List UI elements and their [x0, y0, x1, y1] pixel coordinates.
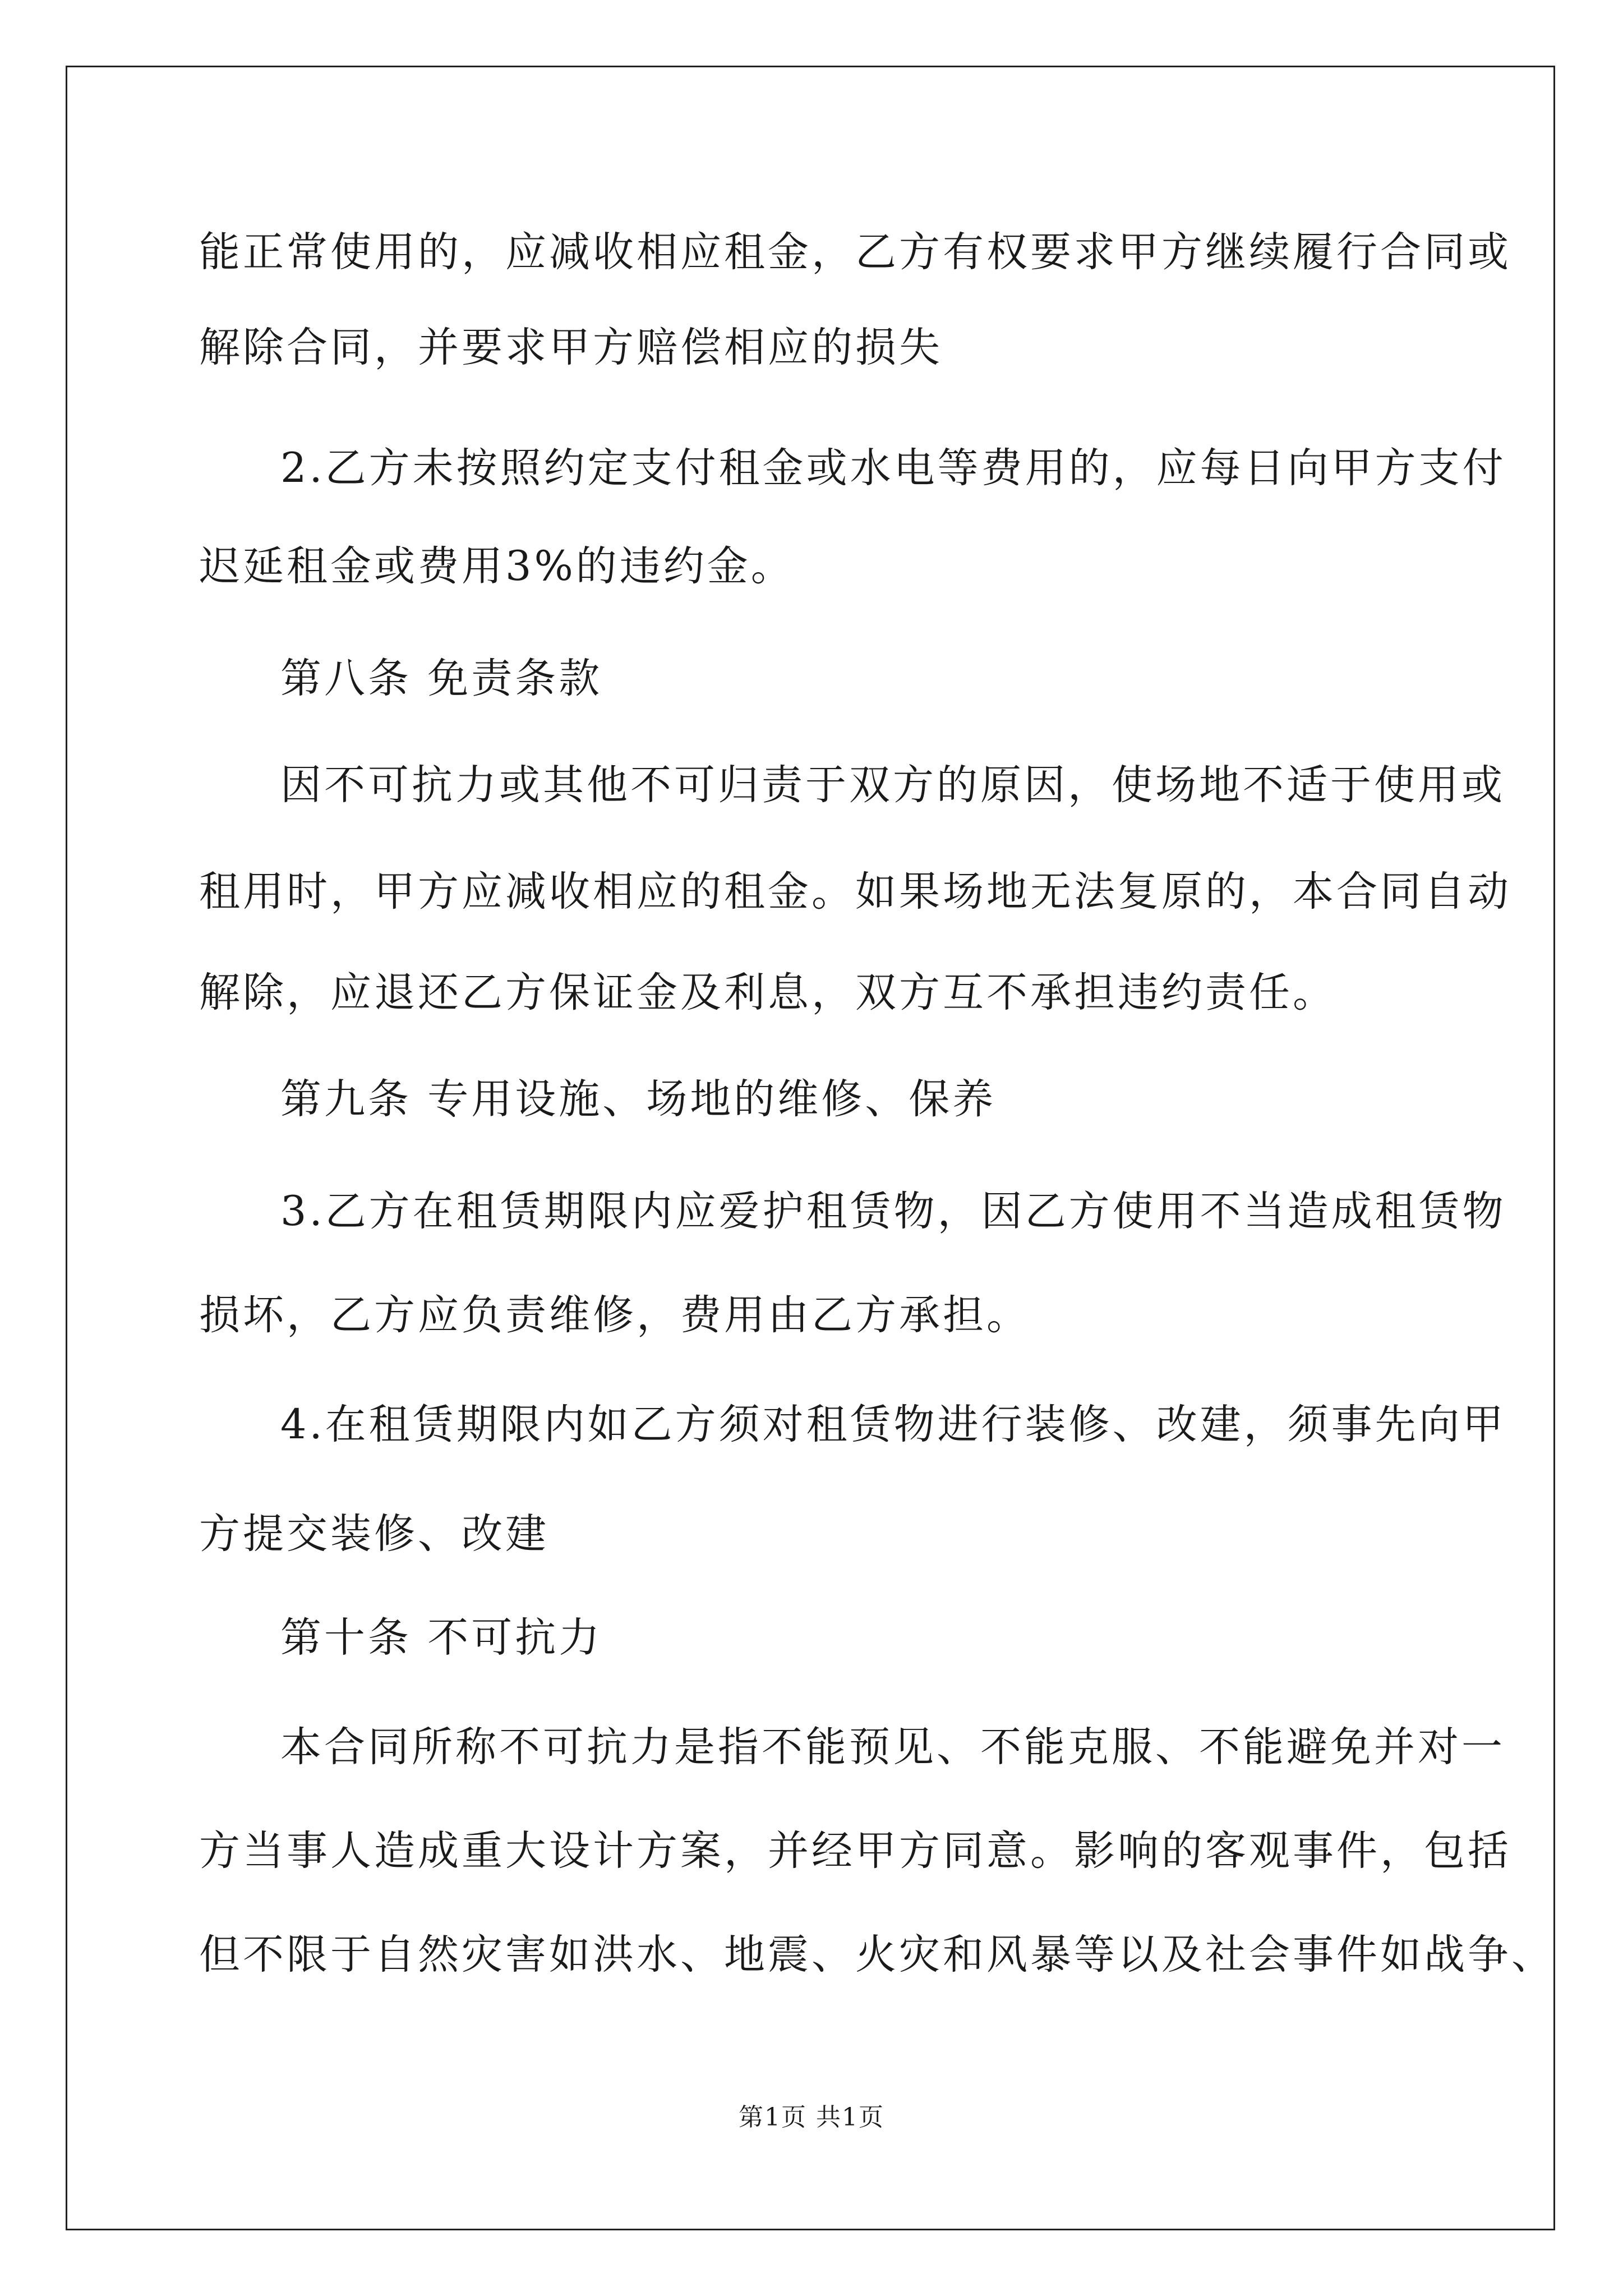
text-line: 损坏，乙方应负责维修，费用由乙方承担。	[199, 1291, 1030, 1339]
text-line: 迟延租金或费用3%的违约金。	[199, 542, 795, 590]
text-line: 租用时，甲方应减收相应的租金。如果场地无法复原的，本合同自动	[199, 868, 1511, 915]
page-border	[66, 66, 1555, 2230]
text-line: 方提交装修、改建	[199, 1510, 549, 1558]
page-number-footer: 第1页 共1页	[739, 2103, 884, 2132]
text-line: 能正常使用的，应减收相应租金，乙方有权要求甲方继续履行合同或	[199, 228, 1511, 276]
section-heading: 第十条 不可抗力	[280, 1614, 603, 1662]
section-heading: 第九条 专用设施、场地的维修、保养	[280, 1075, 997, 1123]
text-line: 方当事人造成重大设计方案，并经甲方同意。影响的客观事件，包括	[199, 1827, 1511, 1875]
text-line: 解除合同，并要求甲方赔偿相应的损失	[199, 324, 943, 371]
text-line: 本合同所称不可抗力是指不能预见、不能克服、不能避免并对一	[280, 1723, 1505, 1771]
text-line: 2.乙方未按照约定支付租金或水电等费用的，应每日向甲方支付	[280, 444, 1506, 492]
text-line: 但不限于自然灾害如洪水、地震、火灾和风暴等以及社会事件如战争、	[199, 1931, 1555, 1978]
text-line: 4.在租赁期限内如乙方须对租赁物进行装修、改建，须事先向甲	[280, 1401, 1506, 1448]
text-line: 3.乙方在租赁期限内应爱护租赁物，因乙方使用不当造成租赁物	[280, 1188, 1506, 1235]
section-heading: 第八条 免责条款	[280, 655, 603, 702]
text-line: 解除，应退还乙方保证金及利息，双方互不承担违约责任。	[199, 969, 1336, 1016]
text-line: 因不可抗力或其他不可归责于双方的原因，使场地不适于使用或	[280, 761, 1505, 809]
